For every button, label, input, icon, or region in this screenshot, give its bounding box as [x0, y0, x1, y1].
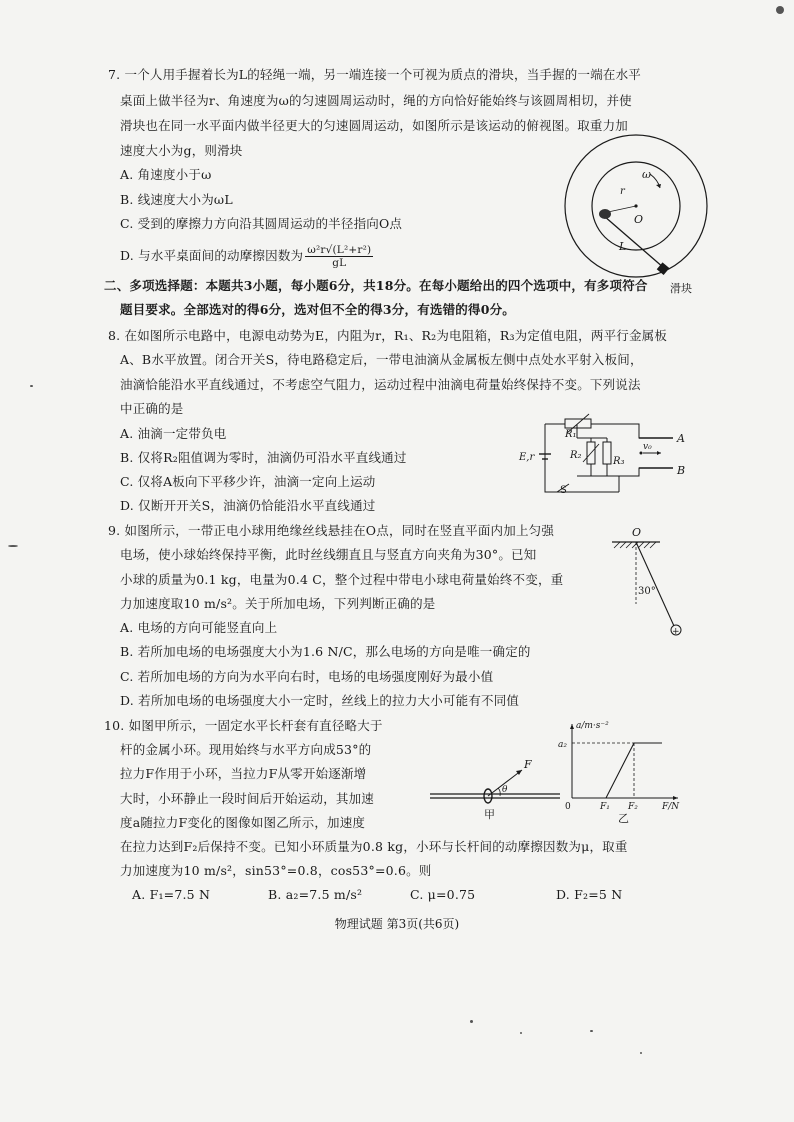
q10-figure-a-vs-F-graph: [556, 716, 688, 826]
plate-b-label: B: [677, 464, 686, 477]
q8-option-b: B. 仅将R₂阻值调为零时，油滴仍可沿水平直线通过: [120, 450, 407, 465]
q8-line-1: 8. 在如图所示电路中，电源电动势为E，内阻为r，R₁、R₂为电阻箱，R₃为定值电阻，两平行金属板: [108, 328, 668, 343]
switch-label: S: [560, 485, 567, 496]
force-label: F: [524, 758, 532, 771]
y-axis-label: a/m·s⁻²: [576, 721, 609, 731]
figure-jia-caption: 甲: [484, 808, 495, 821]
q10-line-7: 力加速度为10 m/s²，sin53°=0.8，cos53°=0.6。则: [120, 863, 432, 878]
center-label: O: [634, 213, 644, 226]
q7-line-2: 桌面上做半径为r、角速度为ω的匀速圆周运动时，绳的方向恰好能始终与该圆周相切，并使: [120, 93, 632, 108]
q9-line-2: 电场，使小球始终保持平衡，此时丝线绷直且与竖直方向夹角为30°。已知: [120, 547, 537, 562]
section-2-line-1: 二、多项选择题：本题共3小题，每小题6分，共18分。在每小题给出的四个选项中，有多项符合: [104, 278, 648, 293]
q10-line-1: 10. 如图甲所示，一固定水平长杆套有直径略大于: [104, 718, 383, 733]
q7-option-b: B. 线速度大小为ωL: [120, 192, 233, 207]
pivot-label: O: [632, 526, 642, 539]
q10-line-6: 在拉力达到F₂后保持不变。已知小环质量为0.8 kg，小环与长杆间的动摩擦因数为μ，取重: [120, 839, 628, 854]
scan-speck: [640, 1052, 642, 1054]
q7-option-a: A. 角速度小于ω: [120, 167, 212, 182]
scan-speck: [590, 1030, 593, 1032]
q10-figure-ring-on-rod: [426, 752, 564, 824]
q10-line-5: 度a随拉力F变化的图像如图乙所示，加速度: [120, 815, 366, 830]
q8-figure-circuit: [515, 402, 695, 502]
v0-label: v₀: [643, 442, 652, 452]
q9-option-a: A. 电场的方向可能竖直向上: [120, 620, 278, 635]
plate-a-label: A: [677, 432, 685, 445]
charge-label: +: [672, 627, 680, 636]
origin-label: 0: [565, 802, 571, 812]
q10-option-b: B. a₂=7.5 m/s²: [268, 887, 363, 902]
q10-option-d: D. F₂=5 N: [556, 887, 623, 902]
fraction-denominator: gL: [332, 257, 347, 269]
page-footer: 物理试题 第3页(共6页): [334, 917, 460, 931]
block-label: 滑块: [670, 282, 692, 295]
q7-option-d-fraction: [305, 244, 373, 269]
fraction-numerator: ω²r√(L²+r²): [307, 244, 372, 256]
figure-yi-caption: 乙: [618, 812, 629, 825]
q7-option-c: C. 受到的摩擦力方向沿其圆周运动的半径指向O点: [120, 216, 403, 231]
scan-speck: [776, 6, 784, 14]
q9-figure-pendulum: [608, 524, 688, 636]
q8-line-2: A、B水平放置。闭合开关S，待电路稳定后，一带电油滴从金属板左侧中点处水平射入板间，: [120, 352, 643, 367]
f2-label: F₂: [628, 802, 638, 812]
q10-option-c: C. μ=0.75: [410, 887, 476, 902]
q8-line-3: 油滴恰能沿水平直线通过，不考虑空气阻力，运动过程中油滴电荷量始终保持不变。下列说法: [120, 377, 641, 392]
q7-option-d-prefix: D. 与水平桌面间的动摩擦因数为: [120, 248, 304, 263]
q10-line-2: 杆的金属小环。现用始终与水平方向成53°的: [120, 742, 372, 757]
q9-option-d: D. 若所加电场的电场强度大小一定时，丝线上的拉力大小可能有不同值: [120, 693, 520, 708]
q10-option-a: A. F₁=7.5 N: [132, 887, 211, 902]
q8-option-a: A. 油滴一定带负电: [120, 426, 227, 441]
q7-line-4: 速度大小为g，则滑块: [120, 143, 243, 158]
q9-option-c: C. 若所加电场的方向为水平向右时，电场的电场强度刚好为最小值: [120, 669, 494, 684]
radius-label: r: [620, 186, 625, 197]
q8-option-c: C. 仅将A板向下平移少许，油滴一定向上运动: [120, 474, 376, 489]
a2-label: a₂: [558, 740, 567, 750]
section-2-line-2: 题目要求。全部选对的得6分，选对但不全的得3分，有选错的得0分。: [120, 302, 515, 317]
source-label: E,r: [519, 452, 535, 463]
q9-line-4: 力加速度取10 m/s²。关于所加电场，下列判断正确的是: [120, 596, 436, 611]
angle-label: 30°: [638, 586, 656, 597]
q7-figure-circular-motion: [558, 126, 718, 296]
scan-speck: [30, 385, 33, 387]
f1-label: F₁: [600, 802, 610, 812]
q10-line-3: 拉力F作用于小环，当拉力F从零开始逐渐增: [120, 766, 367, 781]
q10-line-4: 大时，小环静止一段时间后开始运动，其加速: [120, 791, 375, 806]
q7-line-1: 7. 一个人用手握着长为L的轻绳一端，另一端连接一个可视为质点的滑块，当手握的一端在水平: [108, 67, 642, 82]
r2-label: R₂: [570, 450, 582, 461]
q9-option-b: B. 若所加电场的电场强度大小为1.6 N/C，那么电场的方向是唯一确定的: [120, 644, 531, 659]
scan-speck: [470, 1020, 473, 1023]
scan-speck: [520, 1032, 522, 1034]
length-label: L: [619, 240, 627, 253]
q8-line-4: 中正确的是: [120, 401, 184, 416]
theta-label: θ: [502, 785, 508, 795]
omega-label: ω: [642, 168, 651, 181]
q9-line-1: 9. 如图所示，一带正电小球用绝缘丝线悬挂在O点，同时在竖直平面内加上匀强: [108, 523, 555, 538]
q8-option-d: D. 仅断开开关S，油滴仍恰能沿水平直线通过: [120, 498, 376, 513]
x-axis-label: F/N: [662, 802, 680, 812]
q7-option-d: [120, 244, 373, 269]
scan-speck: [8, 545, 18, 547]
r3-label: R₃: [613, 456, 625, 467]
r1-label: R₁: [565, 429, 577, 440]
q9-line-3: 小球的质量为0.1 kg，电量为0.4 C，整个过程中带电小球电荷量始终不变，重: [120, 572, 564, 587]
q7-line-3: 滑块也在同一水平面内做半径更大的匀速圆周运动，如图所示是该运动的俯视图。取重力加: [120, 118, 629, 133]
